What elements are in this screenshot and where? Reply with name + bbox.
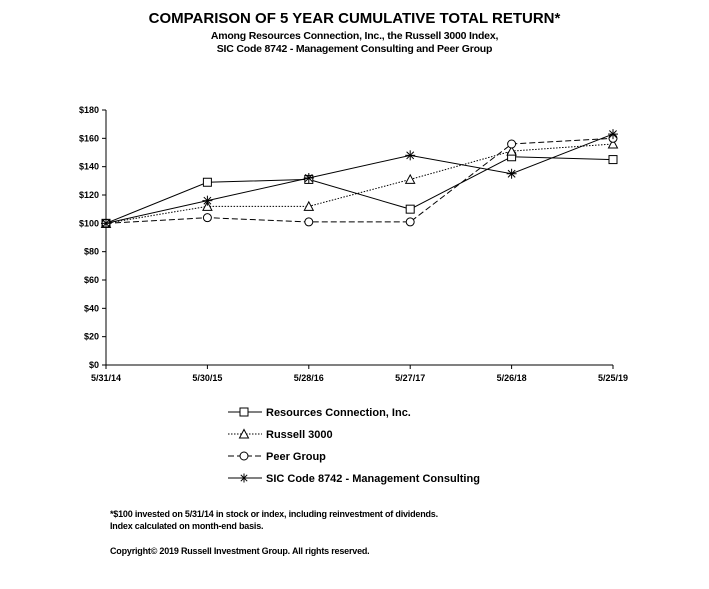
footnote-line-1: *$100 invested on 5/31/14 in stock or index, including reinvestment of dividends. bbox=[110, 509, 438, 519]
y-tick-label: $160 bbox=[78, 133, 99, 144]
y-tick-label: $20 bbox=[83, 331, 99, 342]
series-line-russell-3000 bbox=[106, 144, 613, 223]
x-tick-label: 5/28/16 bbox=[293, 373, 324, 383]
data-point-russell-3000 bbox=[406, 175, 415, 184]
y-tick-label: $80 bbox=[83, 246, 99, 257]
data-point-peer-group bbox=[508, 140, 516, 148]
legend-swatch-peer-group bbox=[228, 449, 264, 463]
data-point-sic-code-8742-management-consulting bbox=[101, 218, 111, 228]
legend-swatch-sic-code-8742 bbox=[228, 471, 264, 485]
x-tick-label: 5/27/17 bbox=[395, 373, 426, 383]
y-tick-label: $140 bbox=[78, 161, 99, 172]
y-tick-label: $0 bbox=[88, 360, 99, 370]
data-point-sic-code-8742-management-consulting bbox=[507, 169, 517, 179]
legend-label-resources-connection: Resources Connection, Inc. bbox=[266, 407, 411, 419]
legend-label-peer-group: Peer Group bbox=[266, 451, 326, 463]
chart-title: COMPARISON OF 5 YEAR CUMULATIVE TOTAL RETURN* bbox=[148, 10, 561, 27]
data-point-resources-connection-inc bbox=[406, 205, 414, 213]
y-tick-label: $40 bbox=[83, 303, 99, 314]
data-point-resources-connection-inc bbox=[609, 156, 617, 164]
y-tick-label: $100 bbox=[78, 218, 99, 229]
data-point-peer-group bbox=[203, 214, 211, 222]
legend-label-sic-code-8742: SIC Code 8742 - Management Consulting bbox=[266, 473, 480, 485]
legend-swatch-russell-3000 bbox=[228, 427, 264, 441]
x-tick-label: 5/26/18 bbox=[496, 373, 527, 383]
series-line-sic-code-8742-management-consulting bbox=[106, 134, 613, 223]
legend-label-russell-3000: Russell 3000 bbox=[266, 429, 333, 441]
data-point-peer-group bbox=[305, 218, 313, 226]
legend-swatch-resources-connection bbox=[228, 405, 264, 419]
y-tick-label: $60 bbox=[83, 275, 99, 285]
data-point-sic-code-8742-management-consulting bbox=[405, 150, 415, 160]
x-tick-label: 5/25/19 bbox=[597, 373, 629, 383]
x-tick-label: 5/30/15 bbox=[192, 373, 223, 383]
data-point-sic-code-8742-management-consulting bbox=[304, 173, 314, 183]
y-tick-label: $180 bbox=[78, 105, 99, 115]
chart-subtitle-line-1: Among Resources Connection, Inc., the Russell 3000 Index, bbox=[210, 30, 499, 42]
chart-subtitle-line-2: SIC Code 8742 - Management Consulting and Peer Group bbox=[216, 43, 493, 55]
data-point-peer-group bbox=[406, 218, 414, 226]
x-tick-label: 5/31/14 bbox=[90, 373, 122, 383]
series-line-peer-group bbox=[106, 138, 613, 223]
y-tick-label: $120 bbox=[78, 190, 99, 200]
footnote-line-2: Index calculated on month-end basis. bbox=[110, 521, 264, 531]
copyright-text: Copyright© 2019 Russell Investment Group. All rights reserved. bbox=[110, 546, 370, 556]
data-point-sic-code-8742-management-consulting bbox=[202, 196, 212, 206]
data-point-sic-code-8742-management-consulting bbox=[608, 129, 618, 139]
data-point-resources-connection-inc bbox=[203, 178, 211, 186]
